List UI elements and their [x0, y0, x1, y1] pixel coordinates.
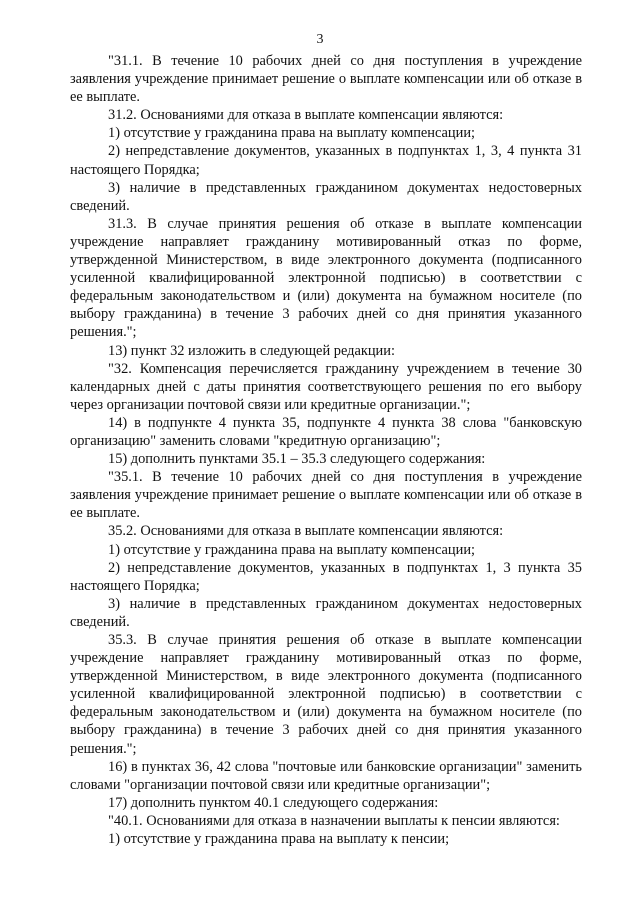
paragraph: 16) в пунктах 36, 42 слова "почтовые или банковские организации" заменить словами "организации почтовой связи или кредитные организации"; [70, 758, 582, 793]
paragraph: 1) отсутствие у гражданина права на выплату компенсации; [108, 541, 476, 558]
paragraph: 15) дополнить пунктами 35.1 – 35.3 следующего содержания: [108, 451, 486, 468]
paragraph: 13) пункт 32 изложить в следующей редакции: [108, 342, 395, 359]
paragraph: 17) дополнить пунктом 40.1 следующего содержания: [108, 794, 439, 811]
paragraph: 3) наличие в представленных гражданином документах недостоверных сведений. [70, 179, 582, 214]
paragraph: 1) отсутствие у гражданина права на выплату к пенсии; [108, 831, 450, 848]
paragraph: 2) непредставление документов, указанных в подпунктах 1, 3, 4 пункта 31 настоящего Порядка; [70, 143, 582, 178]
paragraph: "31.1. В течение 10 рабочих дней со дня поступления в учреждение заявления учреждение принимает решение о выплате компенсации или об отказе в ее выплате. [70, 53, 582, 106]
paragraph: 3) наличие в представленных гражданином документах недостоверных сведений. [70, 595, 582, 630]
paragraph: 31.3. В случае принятия решения об отказе в выплате компенсации учреждение направляет гражданину мотивированный отказ по форме, утвержденной Министерством, в виде электронного документа (подписанного усиленной квалифицированной электронной подписью) в соответствии с федеральным законодательством и (или) документа на бумажном носителе (по выбору гражданина) в течение 3 рабочих дней со дня принятия указанного решения."; [70, 215, 582, 341]
paragraph: 1) отсутствие у гражданина права на выплату компенсации; [108, 125, 476, 142]
paragraph: "35.1. В течение 10 рабочих дней со дня поступления в учреждение заявления учреждение принимает решение о выплате компенсации или об отказе в ее выплате. [70, 469, 582, 522]
paragraph: "32. Компенсация перечисляется гражданину учреждением в течение 30 календарных дней с даты принятия соответствующего решения по его выбору через организации почтовой связи или кредитные организации."; [70, 360, 582, 413]
paragraph: 31.2. Основаниями для отказа в выплате компенсации являются: [108, 107, 504, 124]
paragraph: 2) непредставление документов, указанных в подпунктах 1, 3 пункта 35 настоящего Порядка; [70, 559, 582, 594]
document-body [70, 52, 582, 848]
page-number: 3 [316, 32, 324, 47]
paragraph: 35.2. Основаниями для отказа в выплате компенсации являются: [108, 523, 504, 540]
paragraph: "40.1. Основаниями для отказа в назначении выплаты к пенсии являются: [108, 812, 560, 829]
paragraph: 35.3. В случае принятия решения об отказе в выплате компенсации учреждение направляет гражданину мотивированный отказ по форме, утвержденной Министерством, в виде электронного документа (подписанного усиленной квалифицированной электронной подписью) в соответствии с федеральным законодательством и (или) документа на бумажном носителе (по выбору гражданина) в течение 3 рабочих дней со дня принятия указанного решения."; [70, 632, 582, 757]
paragraph: 14) в подпункте 4 пункта 35, подпункте 4 пункта 38 слова "банковскую организацию" заменить словами "кредитную организацию"; [70, 414, 582, 449]
